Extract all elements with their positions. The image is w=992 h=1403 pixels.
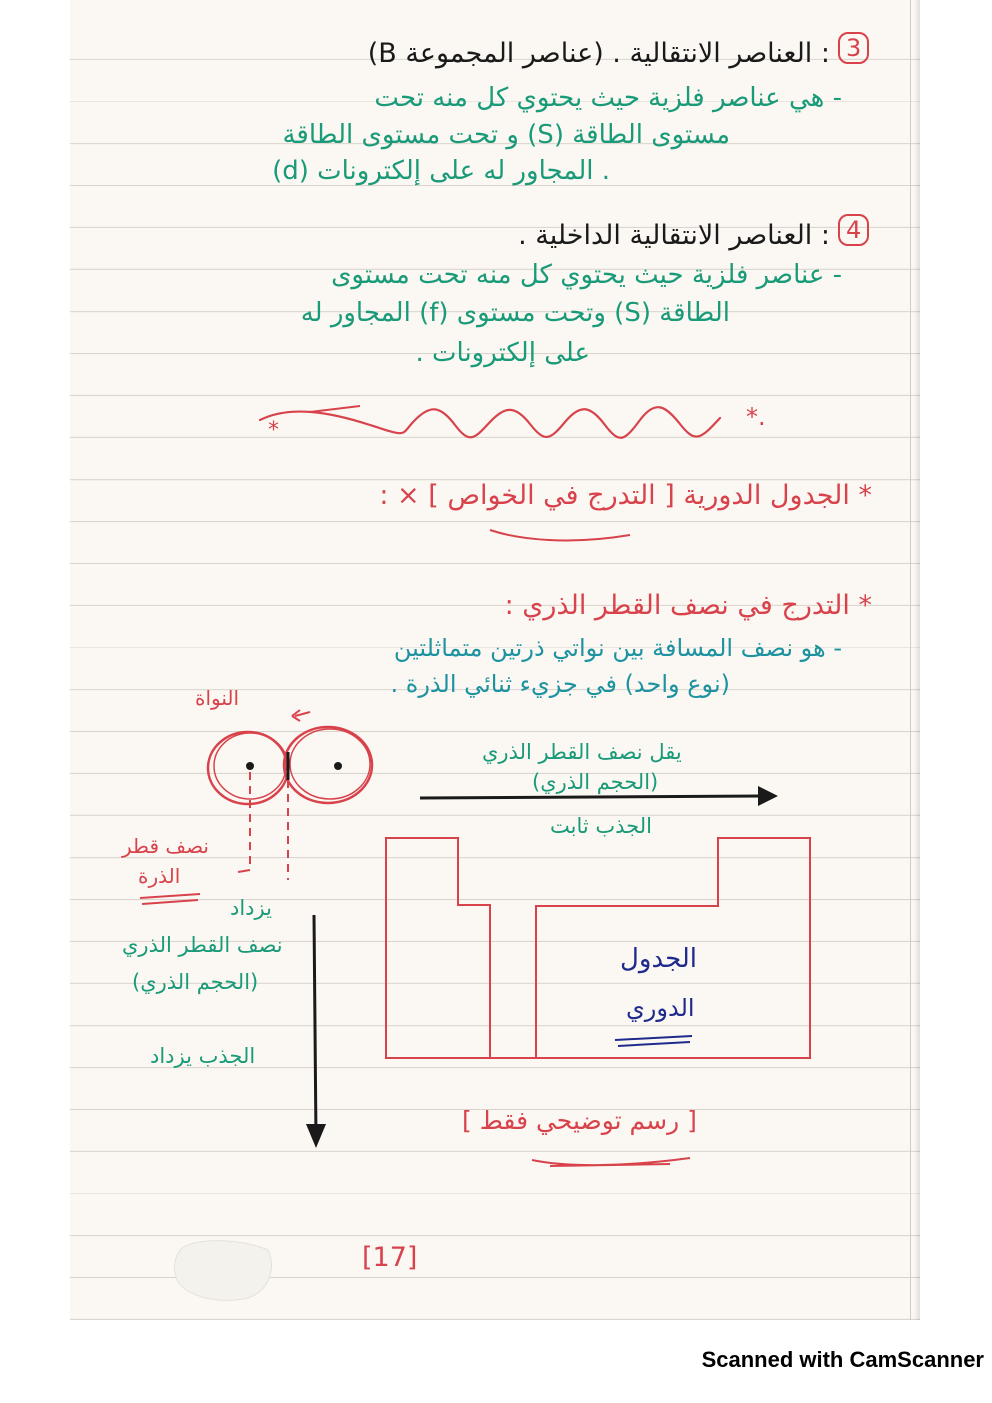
wavy-divider [260, 407, 720, 438]
page-number: [17] [362, 1242, 418, 1273]
correction-blob [175, 1241, 272, 1301]
nucleus-left-dot [246, 762, 254, 770]
arrow-left-line-2: نصف القطر الذري [122, 933, 283, 957]
wavy-divider-accent [310, 406, 360, 412]
atom-circle-right-2 [290, 729, 370, 799]
section-4-line-1: - عناصر فلزية حيث يحتوي كل منه تحت مستوى [331, 260, 842, 290]
nucleus-right-dot [334, 762, 342, 770]
radius-label-line-1: نصف قطر [122, 834, 209, 858]
section-3-line-2: مستوى الطاقة (S) و تحت مستوى الطاقة [282, 120, 730, 150]
caption-underline [532, 1158, 690, 1166]
periodic-table-label-line-1: الجدول [620, 944, 698, 974]
gradation-line-2: (نوع واحد) في جزيء ثنائي الذرة . [390, 670, 730, 698]
atom-circle-right [284, 727, 372, 803]
vertical-arrow-head [306, 1124, 326, 1148]
section-4-number: 4 [838, 214, 869, 246]
section-4-line-2: الطاقة (S) وتحت مستوى (f) المجاور له [300, 298, 730, 328]
arrow-left-line-4: الجذب يزداد [150, 1044, 256, 1068]
periodic-table-left-block [386, 838, 490, 1058]
divider-star-right: *. [746, 403, 766, 431]
radius-label-line-2: الذرة [138, 864, 181, 888]
periodic-table-label-line-2: الدوري [626, 994, 695, 1022]
radius-label-underline [140, 894, 200, 904]
divider-star-left: * [268, 418, 279, 443]
drawing-layer [70, 0, 920, 1320]
table-label-underline [615, 1036, 692, 1046]
arrow-top-line-1: يقل نصف القطر الذري [482, 740, 682, 764]
section-3-line-1: - هي عناصر فلزية حيث يحتوي كل منه تحت [374, 83, 842, 113]
arrow-top-line-3: الجذب ثابت [550, 814, 652, 838]
horizontal-arrow [420, 796, 770, 798]
arrow-top-line-2: (الحجم الذري) [532, 770, 659, 794]
section-3-line-3: (d) المجاور له على إلكترونات . [272, 156, 610, 186]
gradation-line-1: - هو نصف المسافة بين نواتي ذرتين متماثلتين [393, 634, 842, 662]
periodic-heading: * الجدول الدورية [ التدرج في الخواص ] × : [379, 480, 872, 511]
horizontal-arrow-head [758, 786, 778, 806]
section-3-heading: : العناصر الانتقالية . (عناصر المجموعة B) [367, 38, 830, 69]
scanner-footer: Scanned with CamScanner [701, 1347, 984, 1372]
periodic-heading-underline [490, 530, 630, 540]
gradation-heading: * التدرج في نصف القطر الذري : [504, 590, 872, 621]
section-3-number: 3 [838, 32, 869, 64]
section-4-line-3: على إلكترونات . [415, 338, 590, 368]
periodic-table-outline [386, 838, 810, 1058]
radius-bracket [238, 870, 250, 872]
arrow-left-line-1: يزداد [230, 896, 272, 920]
vertical-arrow [314, 915, 316, 1140]
arrow-left-line-3: (الحجم الذري) [132, 970, 259, 994]
diagram-caption: [ رسم توضيحي فقط ] [462, 1106, 697, 1135]
nucleus-label: النواة [195, 686, 240, 710]
notebook-page [70, 0, 920, 1320]
section-4-heading: : العناصر الانتقالية الداخلية . [518, 220, 830, 251]
